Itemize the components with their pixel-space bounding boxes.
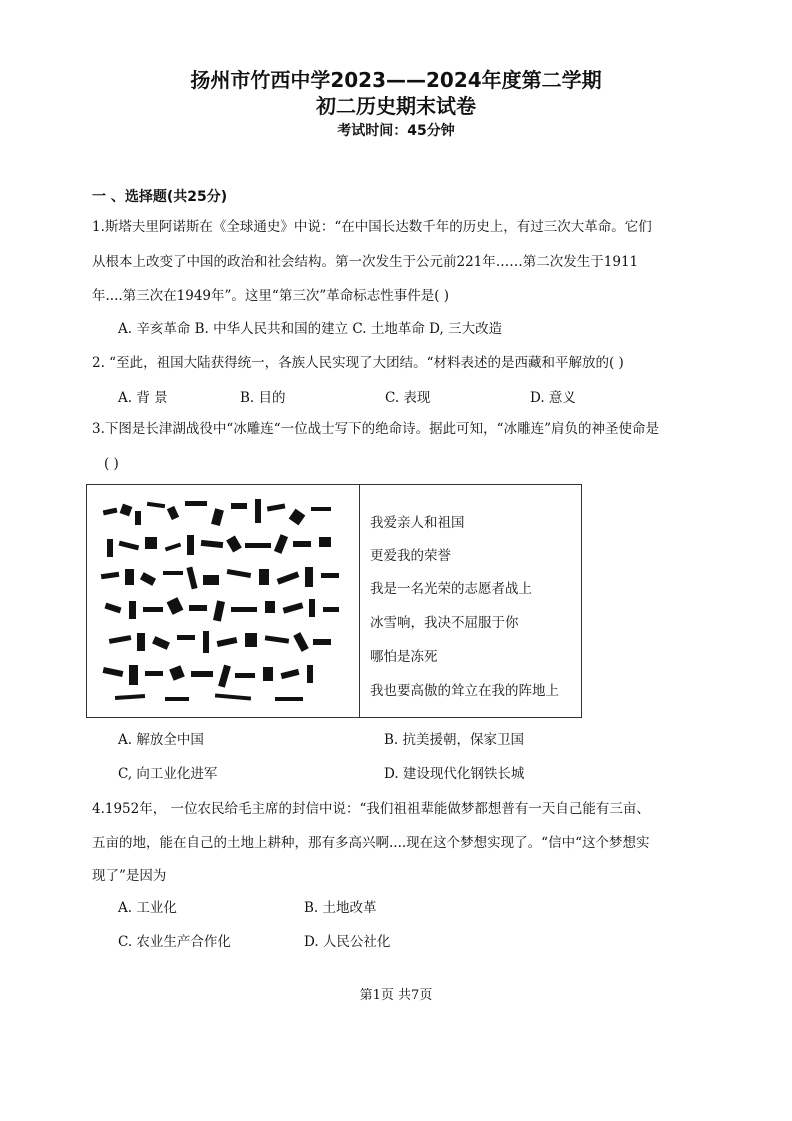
q3-option-c: C, 向工业化进军 [118, 766, 218, 782]
q3-option-d: D. 建设现代化钢铁长城 [384, 766, 525, 782]
poem-figure [86, 484, 582, 718]
q1-line1: 1.斯塔夫里阿诺斯在《全球通史》中说：“在中国长达数千年的历史上，有过三次大革命。它们 [92, 219, 652, 235]
q1-line3: 年....第三次在1949年”。这里“第三次”革命标志性事件是( ) [92, 288, 450, 304]
q3-option-a: A. 解放全中国 [118, 732, 204, 748]
q3-line1: 3.下图是长津湖战役中“冰雕连“一位战士写下的绝命诗。据此可知，“冰雕连”肩负的神圣使命是 [92, 421, 659, 437]
exam-time: 考试时间：45分钟 [337, 123, 455, 139]
poem-line: 冰雪响，我决不屈服于你 [370, 615, 519, 631]
q3-option-b: B. 抗美援朝，保家卫国 [384, 732, 525, 748]
q3-line2: ( ) [104, 456, 119, 472]
figure-divider [359, 485, 360, 717]
q2-option-d: D. 意义 [530, 390, 576, 406]
q2-line1: 2. “至此，祖国大陆获得统一，各族人民实现了大团结。“材料表述的是西藏和平解放的( ) [92, 355, 624, 371]
q4-option-d: D. 人民公社化 [304, 934, 391, 950]
exam-title-line1: 扬州市竹西中学2023——2024年度第二学期 [190, 68, 602, 92]
q4-line3: 现了”是因为 [92, 868, 167, 884]
q4-line2: 五亩的地，能在自己的土地上耕种，那有多高兴啊....现在这个梦想实现了。“信中“这个梦想实 [92, 835, 650, 851]
q2-option-b: B. 目的 [240, 390, 286, 406]
poem-line: 我是一名光荣的志愿者战上 [370, 581, 532, 597]
handwritten-poem-image [95, 491, 353, 711]
poem-line: 更爱我的荣誉 [370, 548, 451, 564]
q2-option-c: C. 表现 [385, 390, 431, 406]
poem-line: 哪怕是冻死 [370, 649, 438, 665]
q1-line2: 从根本上改变了中国的政治和社会结构。第一次发生于公元前221年……第二次发生于1911 [92, 254, 639, 270]
section-heading: 一 、选择题(共25分) [92, 189, 228, 205]
q1-options: A. 辛亥革命 B. 中华人民共和国的建立 C. 土地革命 D, 三大改造 [118, 321, 503, 337]
q2-option-a: A. 背 景 [118, 390, 168, 406]
exam-title-line2: 初二历史期末试卷 [316, 94, 476, 118]
q4-option-b: B. 土地改革 [304, 900, 377, 916]
q4-option-a: A. 工业化 [118, 900, 177, 916]
q4-line1: 4.1952年， 一位农民给毛主席的封信中说：“我们祖祖辈能做梦都想普有一天自己能有三亩、 [92, 801, 650, 817]
poem-line: 我也要高傲的耸立在我的阵地上 [370, 683, 559, 699]
q4-option-c: C. 农业生产合作化 [118, 934, 231, 950]
page-footer: 第1页 共7页 [359, 988, 433, 1003]
poem-line: 我爱亲人和祖国 [370, 515, 465, 531]
